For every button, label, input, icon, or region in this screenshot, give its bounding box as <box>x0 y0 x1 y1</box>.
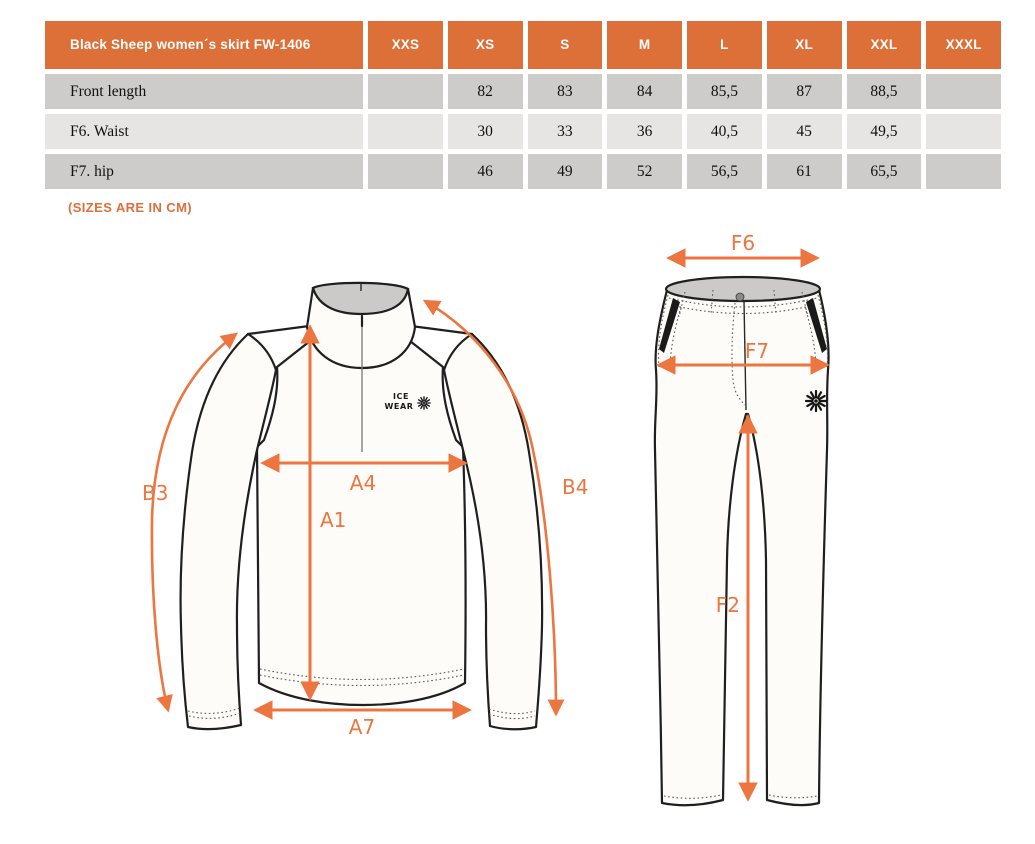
row-label-cell: F6. Waist <box>45 114 363 149</box>
size-header-cell: XXS <box>368 21 443 69</box>
brand-logo-text-1: ICE <box>392 392 410 401</box>
size-header-cell: XXL <box>847 21 922 69</box>
table-row <box>45 74 1001 109</box>
value-cell: 49 <box>528 154 603 189</box>
value-cell: 84 <box>607 74 682 109</box>
label-a7: A7 <box>348 715 376 739</box>
label-f6: F6 <box>730 231 756 255</box>
sweater-body <box>257 341 466 705</box>
size-header-cell: XS <box>448 21 523 69</box>
size-header-cell: XL <box>767 21 842 69</box>
label-a1: A1 <box>320 508 347 532</box>
value-cell: 82 <box>448 74 523 109</box>
value-cell <box>926 74 1001 109</box>
table-header-row <box>45 21 1001 69</box>
size-header-cell: L <box>687 21 762 69</box>
value-cell <box>368 74 443 109</box>
value-cell: 65,5 <box>847 154 922 189</box>
row-label-cell: Front length <box>45 74 363 109</box>
value-cell <box>926 114 1001 149</box>
measurement-diagram <box>0 228 1035 844</box>
waist-button <box>736 293 744 301</box>
value-cell <box>368 114 443 149</box>
label-f7: F7 <box>744 339 770 363</box>
sweater-drawing <box>142 283 588 739</box>
label-b4: B4 <box>562 475 589 499</box>
value-cell: 45 <box>767 114 842 149</box>
value-cell: 49,5 <box>847 114 922 149</box>
sizes-note: (SIZES ARE IN CM) <box>68 200 193 215</box>
size-header-cell: S <box>528 21 603 69</box>
value-cell: 36 <box>607 114 682 149</box>
size-header-cell: XXXL <box>926 21 1001 69</box>
table-row <box>45 114 1001 149</box>
label-f2: F2 <box>715 593 740 617</box>
value-cell <box>368 154 443 189</box>
value-cell: 33 <box>528 114 603 149</box>
label-a4: A4 <box>349 471 377 495</box>
value-cell: 46 <box>448 154 523 189</box>
value-cell: 61 <box>767 154 842 189</box>
table-body <box>45 74 1001 189</box>
size-chart-table <box>40 16 1006 194</box>
label-b3: B3 <box>142 481 169 505</box>
size-header-cell: M <box>607 21 682 69</box>
value-cell: 83 <box>528 74 603 109</box>
value-cell: 40,5 <box>687 114 762 149</box>
table-row <box>45 154 1001 189</box>
value-cell: 87 <box>767 74 842 109</box>
pants-body <box>655 290 829 805</box>
pants-drawing <box>655 231 829 805</box>
value-cell: 52 <box>607 154 682 189</box>
value-cell: 88,5 <box>847 74 922 109</box>
value-cell <box>926 154 1001 189</box>
value-cell: 85,5 <box>687 74 762 109</box>
row-label-cell: F7. hip <box>45 154 363 189</box>
table-title: Black Sheep women´s skirt FW-1406 <box>45 21 363 69</box>
value-cell: 56,5 <box>687 154 762 189</box>
value-cell: 30 <box>448 114 523 149</box>
brand-logo-text-2: WEAR <box>384 402 414 411</box>
